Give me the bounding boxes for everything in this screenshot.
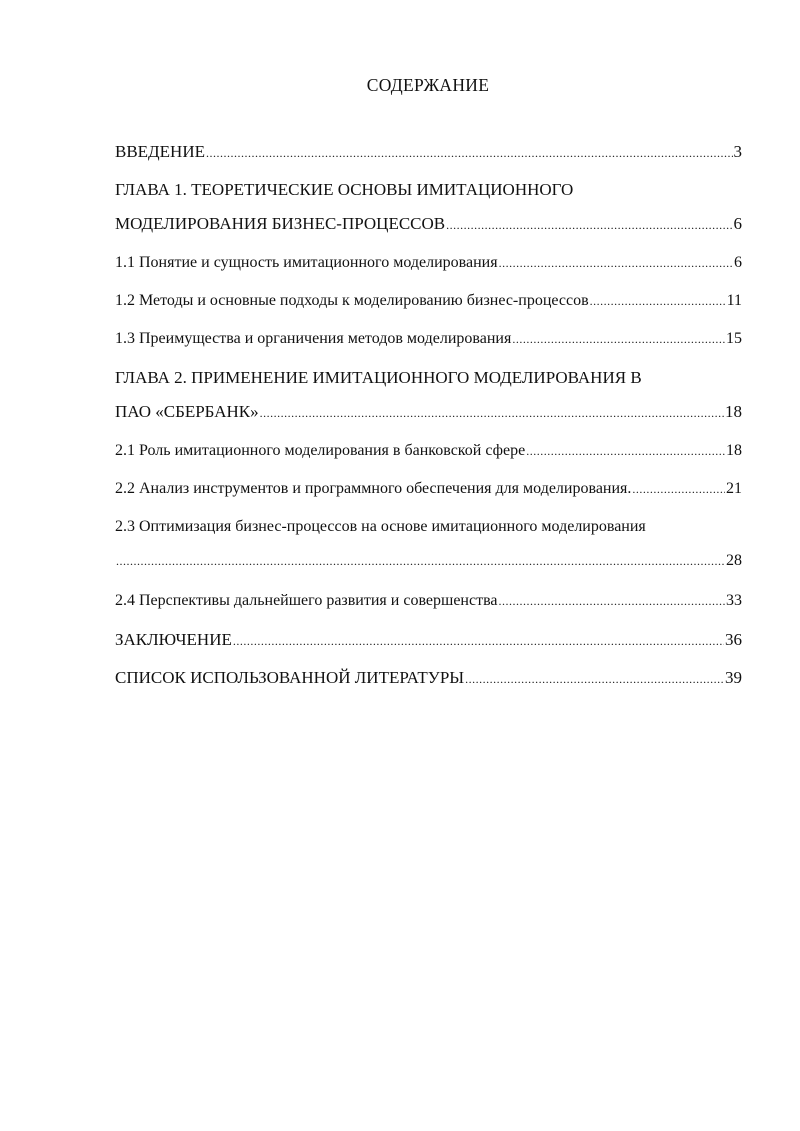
dot-leader — [116, 554, 725, 569]
toc-entry-label: 1.3 Преимущества и органичения методов моделирования — [115, 330, 512, 347]
dot-leader — [512, 332, 725, 347]
dot-leader — [446, 218, 732, 233]
toc-entry-intro — [115, 142, 742, 162]
toc-entry-label: 1.1 Понятие и сущность имитационного моделирования — [115, 254, 498, 271]
toc-page-number: 6 — [733, 214, 742, 233]
toc-page-number: 39 — [725, 668, 742, 687]
toc-entry-label: 1.2 Методы и основные подходы к моделированию бизнес-процессов — [115, 292, 589, 309]
toc-entry-1-2 — [115, 292, 742, 310]
toc-entry-label: МОДЕЛИРОВАНИЯ БИЗНЕС-ПРОЦЕССОВ — [115, 214, 446, 233]
toc-page-number: 18 — [725, 402, 742, 421]
toc-page-number: 3 — [733, 142, 742, 161]
toc-entry-ch2-line1: ГЛАВА 2. ПРИМЕНЕНИЕ ИМИТАЦИОННОГО МОДЕЛИРОВАНИЯ В — [115, 368, 642, 387]
toc-entry-2-4 — [115, 592, 742, 610]
toc-entry-label: ПАО «СБЕРБАНК» — [115, 402, 259, 421]
dot-leader — [260, 406, 724, 421]
dot-leader — [465, 672, 724, 687]
toc-page-number: 11 — [726, 292, 742, 309]
toc-entry-1-1 — [115, 254, 742, 272]
toc-page-number: 36 — [725, 630, 742, 649]
toc-page-number: 33 — [726, 592, 742, 609]
dot-leader — [590, 294, 726, 309]
toc-page-number: 18 — [726, 442, 742, 459]
dot-leader — [632, 482, 725, 497]
toc-entry-references — [115, 668, 742, 688]
toc-entry-1-3 — [115, 330, 742, 348]
toc-entry-2-2 — [115, 480, 742, 498]
toc-entry-2-3-line1: 2.3 Оптимизация бизнес-процессов на основе имитационного моделирования — [115, 518, 646, 535]
toc-page-number: 6 — [734, 254, 742, 271]
toc-entry-ch2 — [115, 402, 742, 422]
dot-leader — [526, 444, 725, 459]
dot-leader — [499, 256, 733, 271]
toc-entry-label: СПИСОК ИСПОЛЬЗОВАННОЙ ЛИТЕРАТУРЫ — [115, 668, 465, 687]
toc-entry-ch1-line1: ГЛАВА 1. ТЕОРЕТИЧЕСКИЕ ОСНОВЫ ИМИТАЦИОННОГО — [115, 180, 574, 199]
toc-entry-label: 2.2 Анализ инструментов и программного обеспечения для моделирования. — [115, 480, 632, 497]
toc-entry-label: ВВЕДЕНИЕ — [115, 142, 205, 161]
dot-leader — [499, 594, 725, 609]
toc-title: СОДЕРЖАНИЕ — [366, 75, 490, 95]
toc-entry-2-1 — [115, 442, 742, 460]
toc-page-number: 21 — [726, 480, 742, 497]
toc-entry-label: ЗАКЛЮЧЕНИЕ — [115, 630, 232, 649]
toc-page-number: 28 — [726, 552, 742, 569]
dot-leader — [233, 634, 724, 649]
toc-entry-label: 2.4 Перспективы дальнейшего развития и совершенства — [115, 592, 498, 609]
toc-entry-conclusion — [115, 630, 742, 650]
dot-leader — [206, 146, 733, 161]
toc-entry-ch1 — [115, 214, 742, 234]
toc-entry-label: 2.1 Роль имитационного моделирования в банковской сфере — [115, 442, 526, 459]
toc-entry-2-3 — [115, 552, 742, 570]
toc-page-number: 15 — [726, 330, 742, 347]
